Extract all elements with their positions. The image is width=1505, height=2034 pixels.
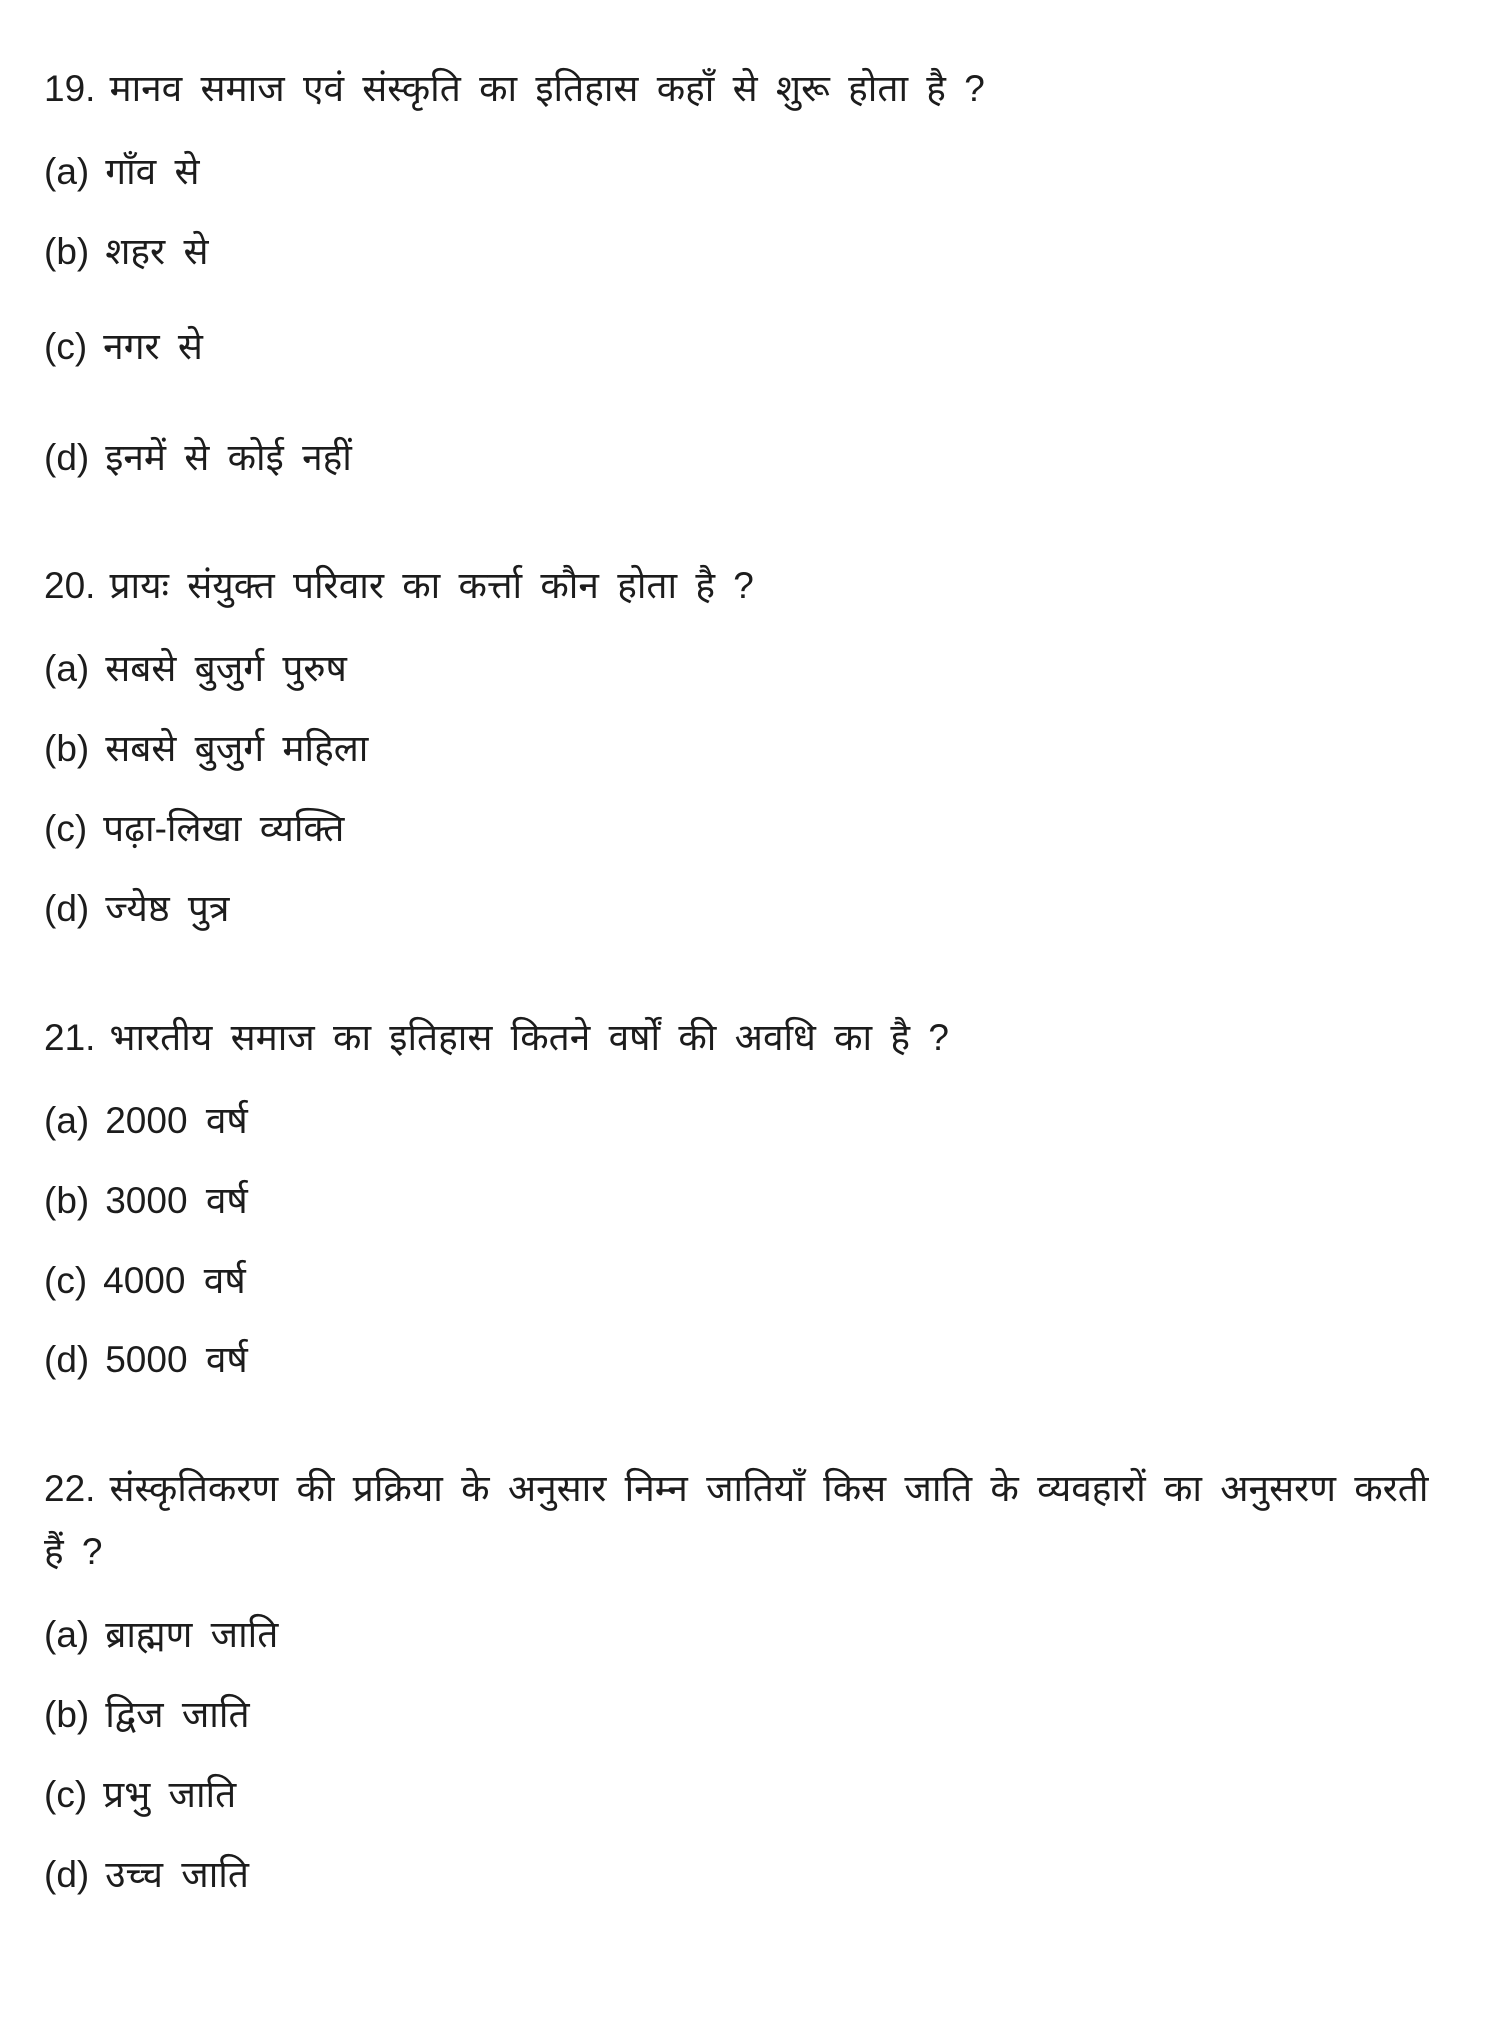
question-19: [44, 58, 1465, 489]
option-label: (c): [44, 1259, 88, 1301]
option-22-a: [44, 1604, 1465, 1667]
option-label: (a): [44, 1099, 90, 1141]
option-label: (d): [44, 888, 90, 930]
option-label: (a): [44, 648, 90, 690]
question-22: [44, 1458, 1465, 1906]
question-body: मानव समाज एवं संस्कृति का इतिहास कहाँ से शुरू होता है ?: [109, 68, 985, 109]
option-label: (b): [44, 1694, 90, 1736]
option-22-d: [44, 1844, 1465, 1907]
option-22-c: [44, 1764, 1465, 1827]
question-number: 22.: [44, 1468, 96, 1510]
question-number: 20.: [44, 565, 96, 607]
question-body: संस्कृतिकरण की प्रक्रिया के अनुसार निम्न जातियाँ किस जाति के व्यवहारों का अनुसरण करती हैं ?: [44, 1468, 1429, 1573]
question-20: [44, 555, 1465, 940]
question-text: [44, 1007, 1444, 1070]
question-21: [44, 1007, 1465, 1392]
option-text: सबसे बुजुर्ग पुरुष: [105, 648, 347, 690]
option-text: उच्च जाति: [105, 1853, 249, 1895]
option-text: पढ़ा-लिखा व्यक्ति: [103, 808, 345, 850]
option-20-b: [44, 718, 1465, 781]
option-19-d: [44, 427, 1465, 490]
option-label: (c): [44, 325, 88, 367]
option-label: (d): [44, 1339, 90, 1381]
option-19-b: [44, 221, 1465, 284]
option-label: (b): [44, 1179, 90, 1221]
option-label: (d): [44, 1853, 90, 1895]
question-body: प्रायः संयुक्त परिवार का कर्त्ता कौन होता है ?: [109, 565, 754, 607]
option-21-b: [44, 1170, 1465, 1233]
question-number: 21.: [44, 1016, 96, 1058]
question-number: 19.: [44, 68, 96, 109]
option-text: गाँव से: [105, 150, 200, 192]
option-text: इनमें से कोई नहीं: [105, 436, 352, 478]
option-label: (a): [44, 1614, 90, 1656]
option-20-c: [44, 798, 1465, 861]
option-19-c: [44, 316, 1465, 379]
option-label: (c): [44, 808, 88, 850]
option-text: प्रभु जाति: [103, 1773, 237, 1815]
option-label: (c): [44, 1773, 88, 1815]
option-21-c: [44, 1250, 1465, 1313]
option-text: ब्राह्मण जाति: [105, 1614, 279, 1656]
option-text: 2000 वर्ष: [105, 1099, 248, 1141]
option-22-b: [44, 1684, 1465, 1747]
option-text: 5000 वर्ष: [105, 1339, 248, 1381]
option-text: ज्येष्ठ पुत्र: [105, 888, 230, 930]
question-text: [44, 1458, 1444, 1584]
question-body: भारतीय समाज का इतिहास कितने वर्षों की अवधि का है ?: [109, 1016, 949, 1058]
option-21-a: [44, 1090, 1465, 1153]
option-text: 3000 वर्ष: [105, 1179, 248, 1221]
option-label: (b): [44, 230, 90, 272]
option-label: (a): [44, 150, 90, 192]
question-text: [44, 58, 1444, 121]
document-page: [44, 58, 1465, 1907]
option-label: (d): [44, 436, 90, 478]
option-text: द्विज जाति: [105, 1694, 250, 1736]
option-21-d: [44, 1329, 1465, 1392]
option-20-a: [44, 638, 1465, 701]
option-text: शहर से: [105, 230, 209, 272]
option-label: (b): [44, 728, 90, 770]
question-text: [44, 555, 1444, 618]
option-text: सबसे बुजुर्ग महिला: [105, 728, 369, 770]
option-text: 4000 वर्ष: [103, 1259, 246, 1301]
option-20-d: [44, 878, 1465, 941]
option-text: नगर से: [103, 325, 203, 367]
option-19-a: [44, 141, 1465, 204]
